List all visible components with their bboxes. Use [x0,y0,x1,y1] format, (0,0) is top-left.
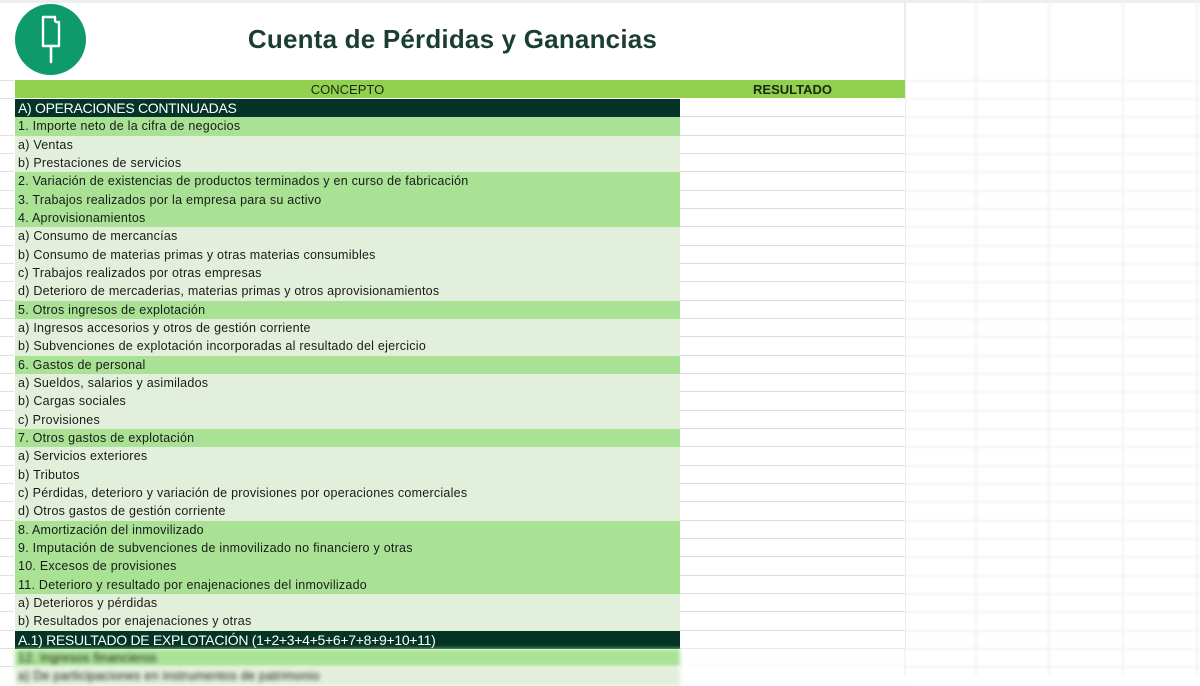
concept-cell[interactable]: d) Otros gastos de gestión corriente [15,502,680,520]
table-row [15,466,905,484]
concept-cell[interactable]: c) Provisiones [15,411,680,429]
column-header-result: RESULTADO [753,82,832,97]
row-gutter [0,0,14,675]
table-row [15,612,905,630]
result-cell[interactable] [680,557,905,575]
result-cell[interactable] [680,502,905,520]
table-row [15,429,905,447]
concept-cell[interactable]: c) Pérdidas, deterioro y variación de provisiones por operaciones comerciales [15,484,680,502]
concept-cell[interactable]: a) Ventas [15,136,680,154]
concept-cell[interactable]: b) Subvenciones de explotación incorporadas al resultado del ejercicio [15,337,680,355]
concept-cell[interactable]: b) Tributos [15,466,680,484]
table-row [15,246,905,264]
result-cell[interactable] [680,447,905,465]
result-cell[interactable] [680,319,905,337]
concept-cell[interactable]: 12. Ingresos financieros [15,649,680,667]
table-row [15,521,905,539]
result-cell[interactable] [680,227,905,245]
table-row [15,411,905,429]
popsicle-icon [15,4,86,75]
table-row [15,356,905,374]
concept-cell[interactable]: 4. Aprovisionamientos [15,209,680,227]
result-cell[interactable] [680,301,905,319]
result-cell[interactable] [680,136,905,154]
section-row [15,99,905,117]
result-cell[interactable] [680,649,905,667]
concept-cell[interactable]: b) Cargas sociales [15,392,680,410]
result-cell[interactable] [680,392,905,410]
table-header [15,80,905,98]
table-row [15,649,905,667]
table-row [15,502,905,520]
result-cell[interactable] [680,172,905,190]
concept-cell[interactable]: b) Consumo de materias primas y otras materias consumibles [15,246,680,264]
table-row [15,227,905,245]
concept-cell[interactable]: A.1) RESULTADO DE EXPLOTACIÓN (1+2+3+4+5+6+7+8+9+10+11) [15,631,680,649]
result-cell[interactable] [680,99,905,117]
result-cell[interactable] [680,667,905,685]
result-cell[interactable] [680,246,905,264]
concept-cell[interactable]: 3. Trabajos realizados por la empresa para su activo [15,191,680,209]
table-row [15,576,905,594]
table-row [15,154,905,172]
concept-cell[interactable]: b) Prestaciones de servicios [15,154,680,172]
table-row [15,594,905,612]
result-cell[interactable] [680,484,905,502]
result-cell[interactable] [680,209,905,227]
concept-cell[interactable]: b) Resultados por enajenaciones y otras [15,612,680,630]
column-header-concept: CONCEPTO [310,82,385,97]
result-cell[interactable] [680,466,905,484]
result-cell[interactable] [680,429,905,447]
page-title: Cuenta de Pérdidas y Ganancias [247,24,658,54]
table-row [15,301,905,319]
concept-cell[interactable]: a) Ingresos accesorios y otros de gestión corriente [15,319,680,337]
table-row [15,136,905,154]
concept-cell[interactable]: A) OPERACIONES CONTINUADAS [15,99,680,117]
table-row [15,209,905,227]
table-row [15,374,905,392]
result-cell[interactable] [680,594,905,612]
concept-cell[interactable]: d) Deterioro de mercaderias, materias primas y otros aprovisionamientos [15,282,680,300]
table-row [15,319,905,337]
table-row [15,337,905,355]
background-grid [905,0,1200,675]
result-cell[interactable] [680,539,905,557]
result-cell[interactable] [680,282,905,300]
result-cell[interactable] [680,411,905,429]
result-cell[interactable] [680,191,905,209]
concept-cell[interactable]: 2. Variación de existencias de productos terminados y en curso de fabricación [15,172,680,190]
concept-cell[interactable]: 8. Amortización del inmovilizado [15,521,680,539]
concept-cell[interactable]: c) Trabajos realizados por otras empresas [15,264,680,282]
concept-cell[interactable]: 7. Otros gastos de explotación [15,429,680,447]
result-cell[interactable] [680,374,905,392]
concept-cell[interactable]: a) Deterioros y pérdidas [15,594,680,612]
result-cell[interactable] [680,356,905,374]
result-cell[interactable] [680,117,905,135]
table-row [15,172,905,190]
concept-cell[interactable]: 5. Otros ingresos de explotación [15,301,680,319]
result-cell[interactable] [680,576,905,594]
table-row [15,117,905,135]
table-row [15,264,905,282]
table-row [15,282,905,300]
result-cell[interactable] [680,337,905,355]
table-row [15,667,905,685]
table-row [15,539,905,557]
result-cell[interactable] [680,612,905,630]
result-cell[interactable] [680,264,905,282]
table-row [15,392,905,410]
concept-cell[interactable]: 1. Importe neto de la cifra de negocios [15,117,680,135]
concept-cell[interactable]: a) Consumo de mercancías [15,227,680,245]
table-row [15,484,905,502]
logo [15,4,86,75]
concept-cell[interactable]: a) De participaciones en instrumentos de patrimonio [15,667,680,685]
concept-cell[interactable]: 10. Excesos de provisiones [15,557,680,575]
section-row [15,631,905,649]
concept-cell[interactable]: 9. Imputación de subvenciones de inmovilizado no financiero y otras [15,539,680,557]
concept-cell[interactable]: 6. Gastos de personal [15,356,680,374]
concept-cell[interactable]: a) Servicios exteriores [15,447,680,465]
concept-cell[interactable]: 11. Deterioro y resultado por enajenaciones del inmovilizado [15,576,680,594]
result-cell[interactable] [680,631,905,649]
table-row [15,191,905,209]
table-row [15,557,905,575]
result-cell[interactable] [680,521,905,539]
result-cell[interactable] [680,154,905,172]
table-row [15,447,905,465]
concept-cell[interactable]: a) Sueldos, salarios y asimilados [15,374,680,392]
